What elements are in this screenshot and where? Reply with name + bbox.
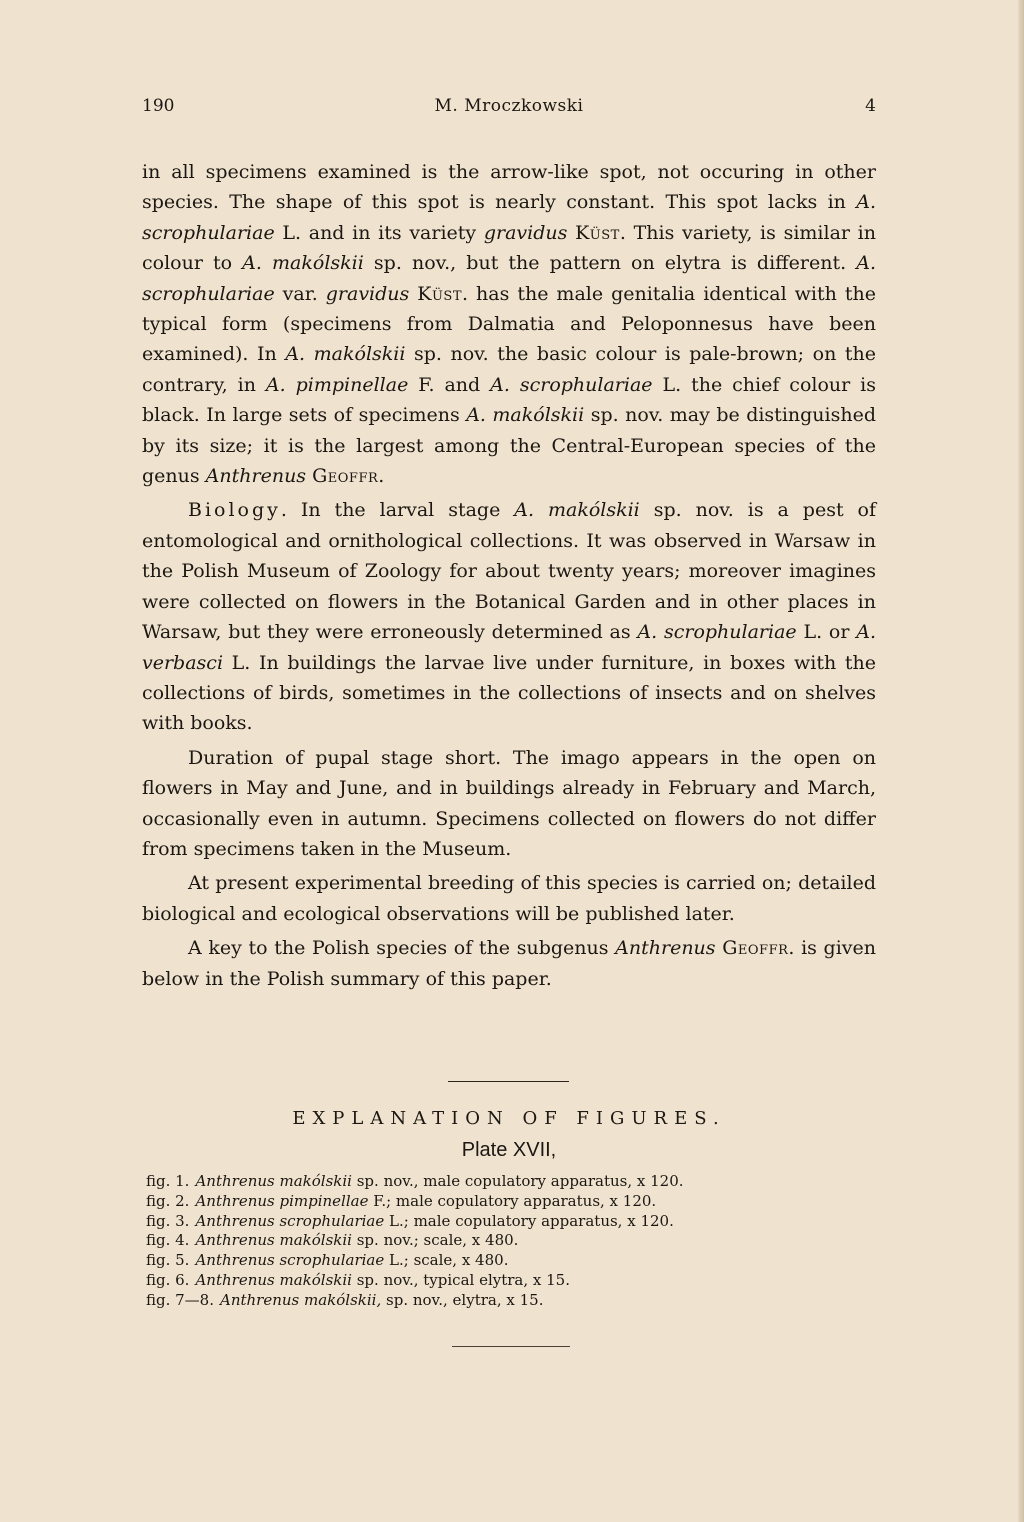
biology-heading: Biology [188,499,281,522]
figure-caption: fig. 1. Anthrenus makólskii sp. nov., male copulatory apparatus, x 120. [146,1172,684,1190]
figure-caption: fig. 4. Anthrenus makólskii sp. nov.; scale, x 480. [146,1231,519,1250]
figure-caption: fig. 7—8. Anthrenus makólskii, sp. nov., elytra, x 15. [146,1290,544,1309]
figure-caption: fig. 5. Anthrenus scrophulariae L.; scale, x 480. [146,1251,509,1270]
plate-label: Plate XVII, [461,1139,557,1161]
paragraph-pupal-stage: Duration of pupal stage short. The imago appears in the open on flowers in May and June, and in buildings already in February and March, occasionally even in autumn. Specimens collected on flowers do not differ from specimens taken in the Museum. [142,746,876,860]
page-edge [1018,0,1024,1522]
closing-divider [452,1346,570,1347]
figure-caption: fig. 6. Anthrenus makólskii sp. nov., typical elytra, x 15. [146,1270,570,1289]
figure-list [146,1172,866,1311]
page-number: 190 [142,96,175,116]
paragraph-1: in all specimens examined is the arrow-like spot, not occuring in other species. The shape of this spot is nearly constant. This spot lacks in A. scrophulariae L. and in its variety gravidus Küst. This variety, is similar in colour to A. makólskii sp. nov., but the pattern on elytra is different. A. scrophulariae var. gravidus Küst. has the male genitalia identical with the typical form (specimens from Dalmatia and Peloponnesus have been examined). In A. makólskii sp. nov. the basic colour is pale-brown; on the contrary, in A. pimpinellae F. and A. scrophulariae L. the chief colour is black. In large sets of specimens A. makólskii sp. nov. may be distinguished by its size; it is the largest among the Central-European species of the genus Anthrenus Geoffr. [142,161,877,488]
paragraph-breeding: At present experimental breeding of this species is carried on; detailed biological and ecological observations will be published later. [142,872,876,925]
article-body [142,157,876,994]
paragraph-biology: Biology. In the larval stage A. makólskii sp. nov. is a pest of entomological and ornithological collections. It was observed in Warsaw in the Polish Museum of Zoology for about twenty years; moreover imagines were collected on flowers in the Botanical Garden and in other places in Warsaw, but they were erroneously determined as A. scrophulariae L. or A. verbasci L. In buildings the larvae live under furniture, in boxes with the collections of birds, sometimes in the collections of insects and on shelves with books. [142,499,876,735]
explanation-title: EXPLANATION OF FIGURES. [292,1108,726,1129]
section-divider [448,1081,569,1082]
issue-number: 4 [865,96,876,116]
figure-caption: fig. 3. Anthrenus scrophulariae L.; male copulatory apparatus, x 120. [146,1211,674,1230]
author-name: M. Mroczkowski [434,96,584,116]
paragraph-key: A key to the Polish species of the subgenus Anthrenus Geoffr. is given below in the Polish summary of this paper. [142,937,877,990]
running-header [142,96,876,120]
figure-caption: fig. 2. Anthrenus pimpinellae F.; male copulatory apparatus, x 120. [146,1191,657,1210]
